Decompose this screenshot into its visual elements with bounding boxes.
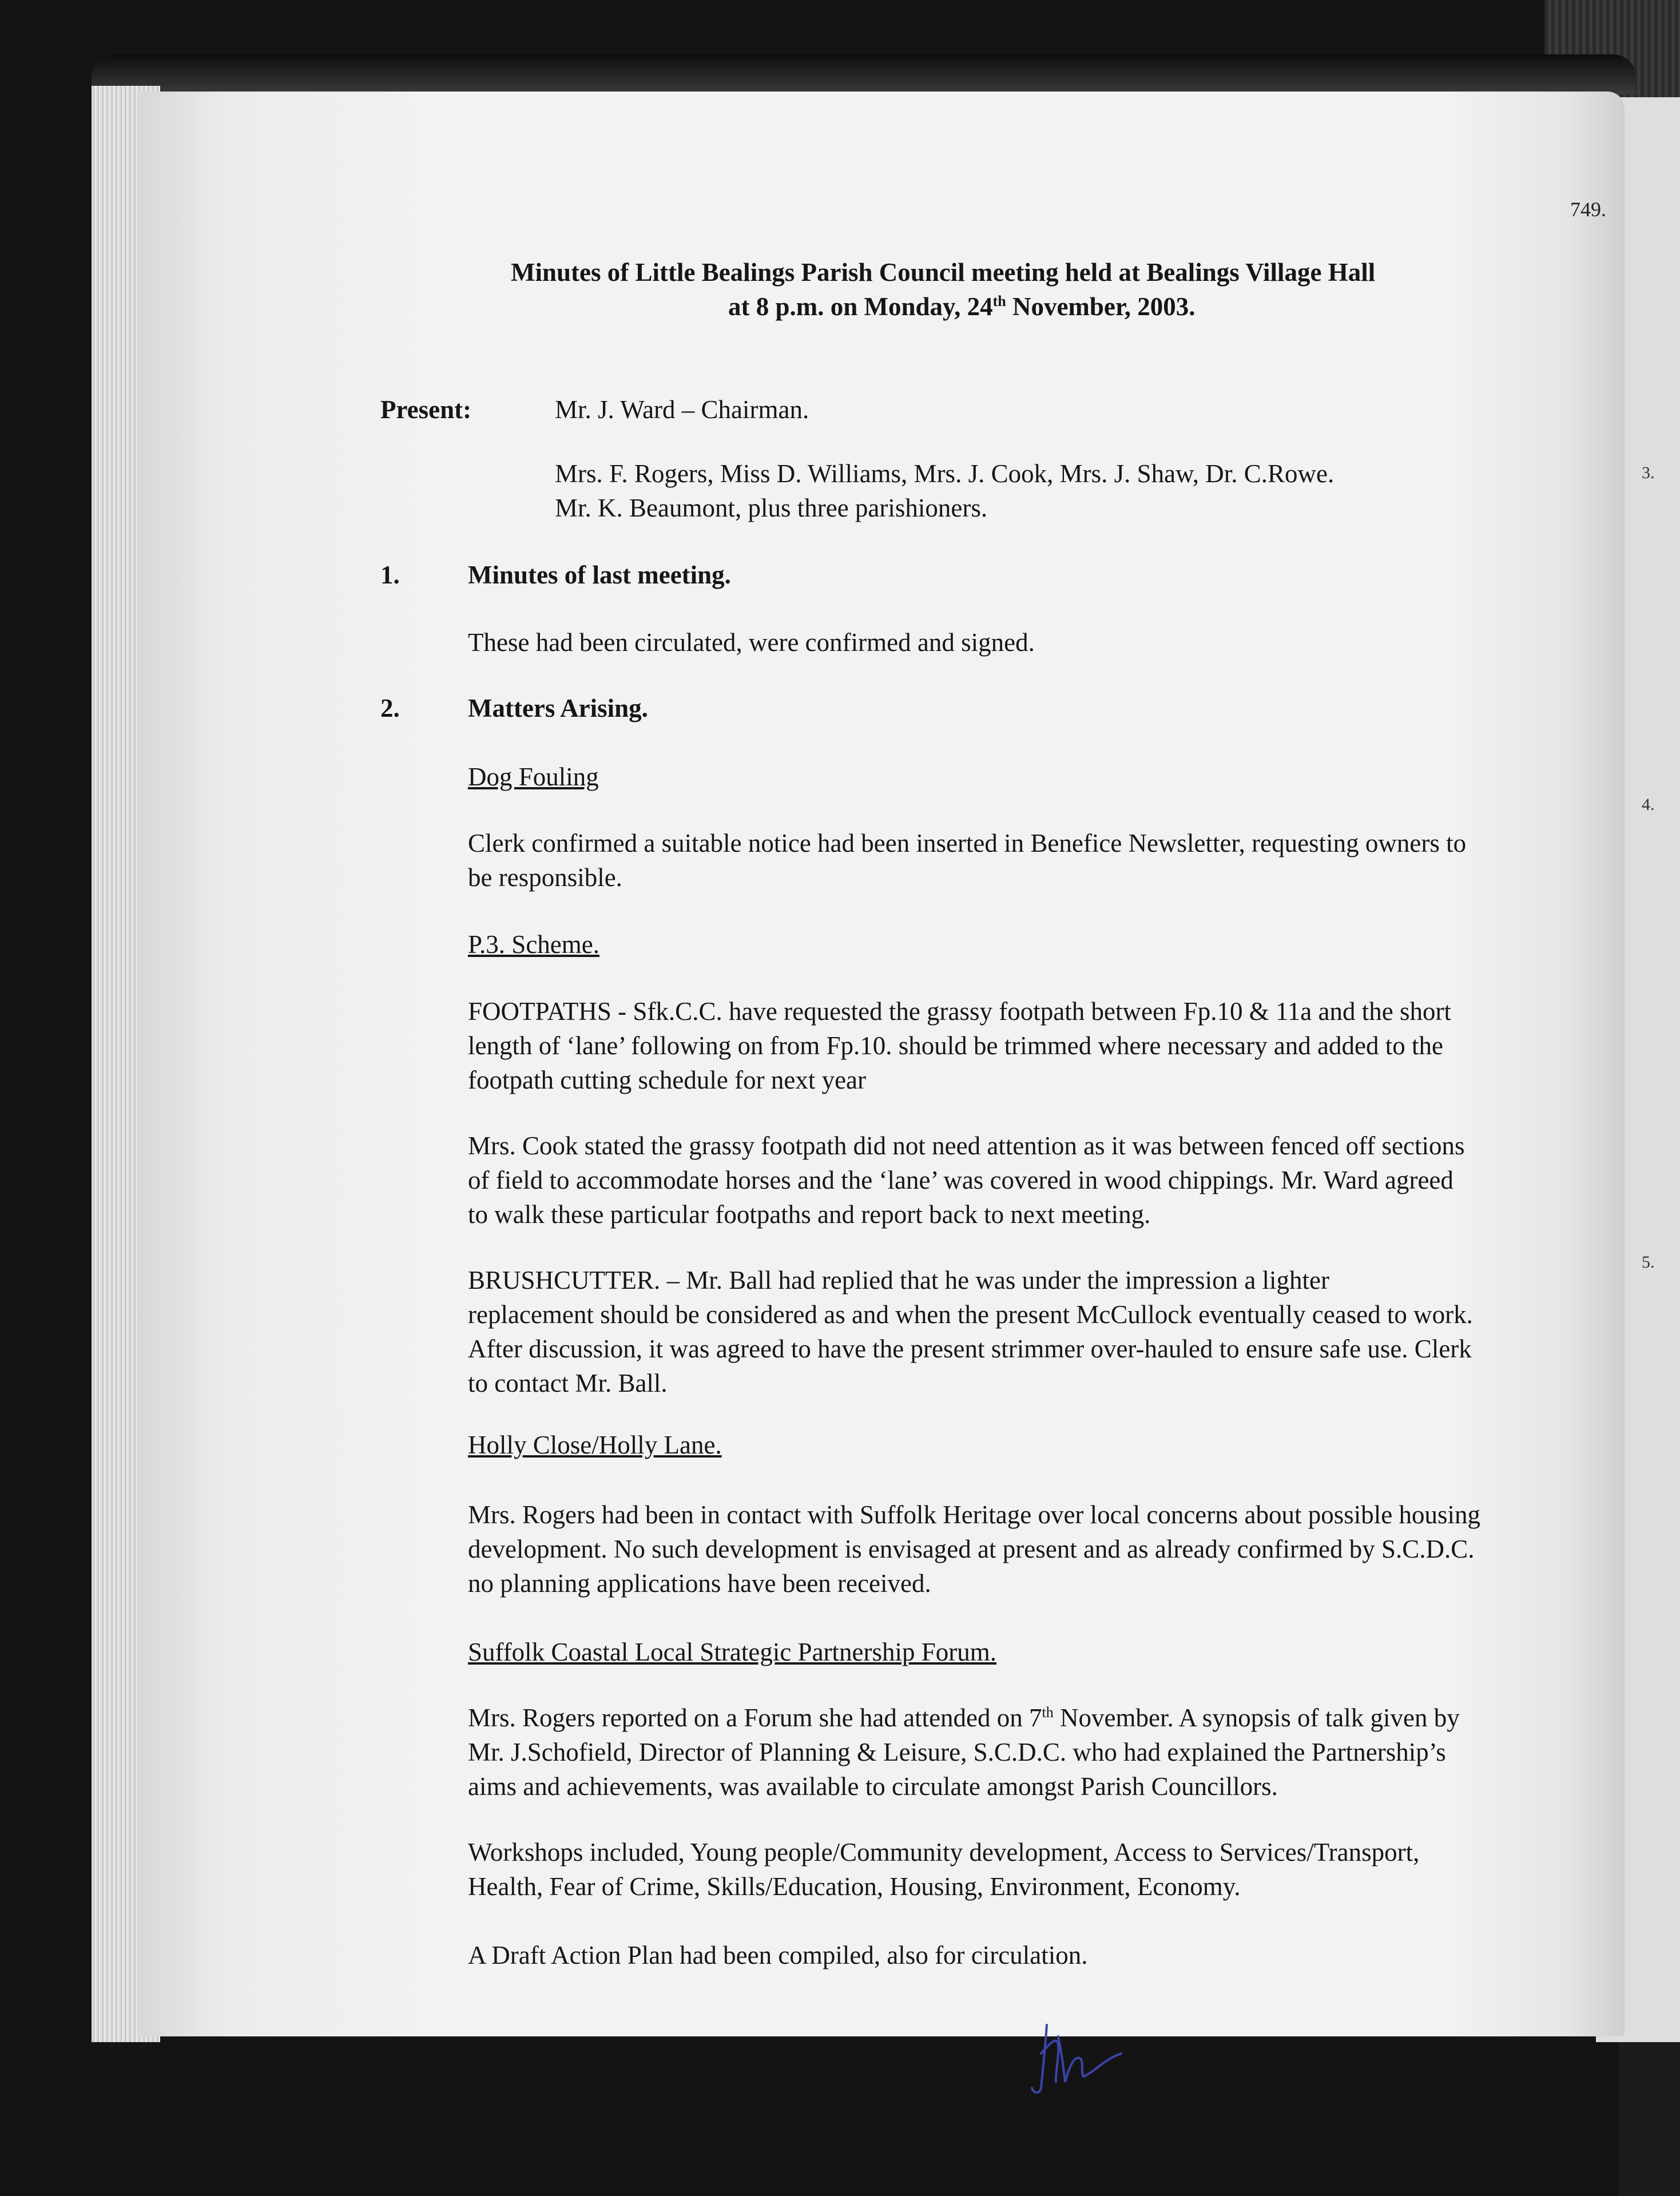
paragraph-line: footpath cutting schedule for next year <box>468 1066 867 1094</box>
subheading-holly-close: Holly Close/Holly Lane. <box>468 1431 722 1459</box>
paragraph-line: to walk these particular footpaths and report back to next meeting. <box>468 1200 1151 1229</box>
paragraph-line: of field to accommodate horses and the ‘lane’ was covered in wood chippings. Mr. Ward agreed <box>468 1166 1453 1194</box>
paragraph-line: no planning applications have been received. <box>468 1569 931 1598</box>
paragraph-line: Mr. J.Schofield, Director of Planning & Leisure, S.C.D.C. who had explained the Partnership’s <box>468 1738 1446 1766</box>
paragraph-line: length of ‘lane’ following on from Fp.10. should be trimmed where necessary and added to the <box>468 1031 1443 1060</box>
paragraph-line: aims and achievements, was available to circulate amongst Parish Councillors. <box>468 1772 1278 1801</box>
book-cover-top <box>92 54 1636 94</box>
item-number: 1. <box>380 561 400 589</box>
paragraph-line: A Draft Action Plan had been compiled, also for circulation. <box>468 1941 1088 1969</box>
paragraph-line: Clerk confirmed a suitable notice had been inserted in Benefice Newsletter, requesting owners to <box>468 829 1467 857</box>
chairman: Mr. J. Ward – Chairman. <box>555 395 809 424</box>
document-subtitle: at 8 p.m. on Monday, 24th November, 2003. <box>728 292 1196 321</box>
paragraph-line: BRUSHCUTTER. – Mr. Ball had replied that he was under the impression a lighter <box>468 1266 1330 1294</box>
paragraph-line: development. No such development is envisaged at present and as already confirmed by S.C.D.C. <box>468 1535 1475 1563</box>
paragraph-line: Health, Fear of Crime, Skills/Education, Housing, Environment, Economy. <box>468 1872 1241 1901</box>
item-number: 2. <box>380 694 400 722</box>
margin-number: 3. <box>1642 463 1655 482</box>
signature-initials <box>1024 2019 1133 2099</box>
page-number: 749. <box>1570 198 1606 221</box>
paragraph-line: be responsible. <box>468 863 622 892</box>
paragraph-line: to contact Mr. Ball. <box>468 1369 668 1397</box>
paragraph-line: FOOTPATHS - Sfk.C.C. have requested the grassy footpath between Fp.10 & 11a and the short <box>468 997 1451 1026</box>
paragraph-line: Workshops included, Young people/Community development, Access to Services/Transport, <box>468 1838 1420 1867</box>
present-label: Present: <box>380 395 472 424</box>
subheading-forum: Suffolk Coastal Local Strategic Partnership Forum. <box>468 1638 997 1666</box>
document-title: Minutes of Little Bealings Parish Council meeting held at Bealings Village Hall <box>511 258 1376 287</box>
item-heading: Matters Arising. <box>468 694 648 722</box>
subheading-dog-fouling: Dog Fouling <box>468 763 599 791</box>
item-text: These had been circulated, were confirmed and signed. <box>468 628 1035 657</box>
paragraph-line: Mrs. Rogers reported on a Forum she had attended on 7th November. A synopsis of talk given by <box>468 1703 1460 1732</box>
margin-number: 5. <box>1642 1253 1655 1272</box>
subheading-p3-scheme: P.3. Scheme. <box>468 930 599 959</box>
item-heading: Minutes of last meeting. <box>468 561 731 589</box>
attendees-line: Mrs. F. Rogers, Miss D. Williams, Mrs. J. Cook, Mrs. J. Shaw, Dr. C.Rowe. <box>555 459 1335 488</box>
paragraph-line: After discussion, it was agreed to have the present strimmer over-hauled to ensure safe use. Clerk <box>468 1335 1472 1363</box>
paragraph-line: Mrs. Rogers had been in contact with Suffolk Heritage over local concerns about possible housing <box>468 1500 1481 1529</box>
margin-number: 4. <box>1642 795 1655 814</box>
paragraph-line: replacement should be considered as and when the present McCullock eventually ceased to work. <box>468 1300 1473 1329</box>
attendees-line: Mr. K. Beaumont, plus three parishioners. <box>555 494 988 522</box>
paragraph-line: Mrs. Cook stated the grassy footpath did not need attention as it was between fenced off sections <box>468 1131 1465 1160</box>
